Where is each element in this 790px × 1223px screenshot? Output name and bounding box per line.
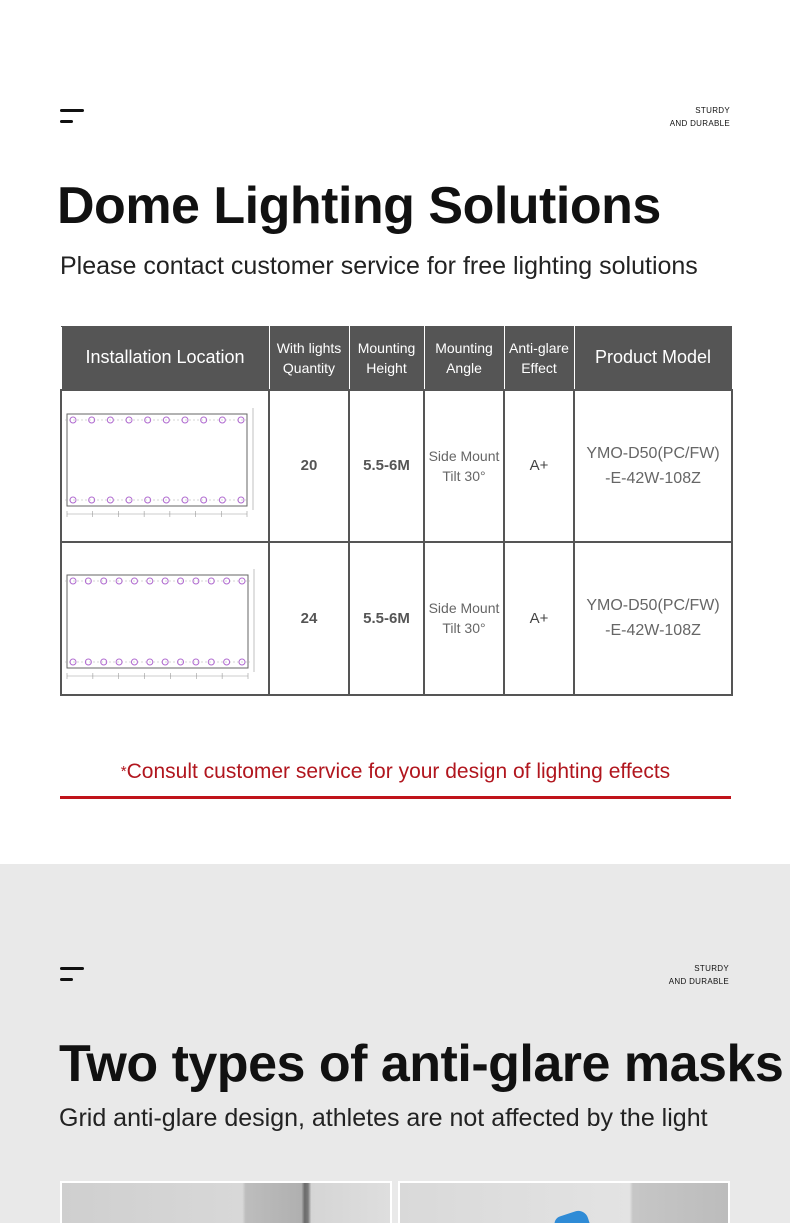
header-quantity: [269, 327, 349, 390]
model-cell: [574, 390, 732, 542]
header-product-model: Product Model: [574, 327, 732, 390]
court-outline: [67, 575, 248, 668]
note-asterisk: *: [120, 763, 127, 780]
angle-cell: [424, 542, 504, 695]
table-row: [61, 542, 732, 695]
tagline-line-2: AND DURABLE: [669, 119, 730, 128]
note-text: Consult customer service for your design of lighting effects: [126, 760, 671, 783]
section-subtitle: Grid anti-glare design, athletes are not affected by the light: [59, 1104, 708, 1132]
court-layout-diagram: [62, 544, 268, 693]
angle-line1: Side Mount: [428, 447, 500, 464]
model-line1: YMO-D50(PC/FW): [586, 444, 720, 462]
menu-icon[interactable]: [60, 107, 84, 125]
header-mounting-height: [349, 327, 424, 390]
height-cell: 5.5-6M: [349, 390, 424, 542]
angle-line2: Tilt 30°: [442, 467, 486, 484]
tagline-line-2: AND DURABLE: [668, 977, 729, 986]
page-subtitle: Please contact customer service for free lighting solutions: [60, 252, 698, 280]
angle-line1: Side Mount: [428, 600, 500, 616]
tagline-line-1: STURDY: [694, 964, 729, 973]
header-mounting-angle: [424, 327, 504, 390]
tagline: [610, 104, 730, 130]
height-cell: 5.5-6M: [349, 542, 424, 695]
model-line1: YMO-D50(PC/FW): [586, 597, 720, 614]
court-outline: [67, 414, 247, 506]
glare-cell: A+: [504, 542, 574, 695]
installation-diagram-cell: [61, 542, 269, 695]
header-glare-line1: Anti-glare: [509, 339, 569, 356]
header-angle-line2: Angle: [446, 359, 482, 376]
section-title: Two types of anti-glare masks: [59, 1035, 784, 1093]
lighting-spec-table: [60, 326, 733, 696]
model-line2: -E-42W-108Z: [605, 622, 701, 639]
anti-glare-section: [0, 864, 790, 1223]
installation-diagram-cell: [61, 390, 269, 542]
header-angle-line1: Mounting: [435, 339, 493, 356]
model-line2: -E-42W-108Z: [605, 469, 701, 487]
header-height-line1: Mounting: [357, 339, 416, 356]
page-title: Dome Lighting Solutions: [57, 177, 661, 235]
anti-glare-mask-photo-1: [60, 1181, 392, 1223]
header-glare-line2: Effect: [521, 359, 557, 376]
model-cell: [574, 542, 732, 695]
menu-icon[interactable]: [60, 965, 84, 983]
angle-cell: [424, 390, 504, 542]
anti-glare-mask-photo-2: [398, 1181, 730, 1223]
consult-note: [60, 760, 731, 784]
header-quantity-line2: Quantity: [282, 359, 336, 376]
court-layout-diagram: [62, 392, 268, 540]
note-underline: [60, 796, 731, 799]
quantity-cell: 20: [269, 390, 349, 542]
tagline: [609, 962, 729, 988]
tagline-line-1: STURDY: [695, 106, 730, 115]
glare-cell: A+: [504, 390, 574, 542]
header-anti-glare: [504, 327, 574, 390]
angle-line2: Tilt 30°: [442, 620, 486, 636]
table-header-row: [61, 327, 732, 390]
header-installation-location: Installation Location: [61, 327, 269, 390]
header-height-line2: Height: [366, 359, 407, 376]
quantity-cell: 24: [269, 542, 349, 695]
table-row: [61, 390, 732, 542]
header-quantity-line1: With lights: [276, 339, 342, 356]
